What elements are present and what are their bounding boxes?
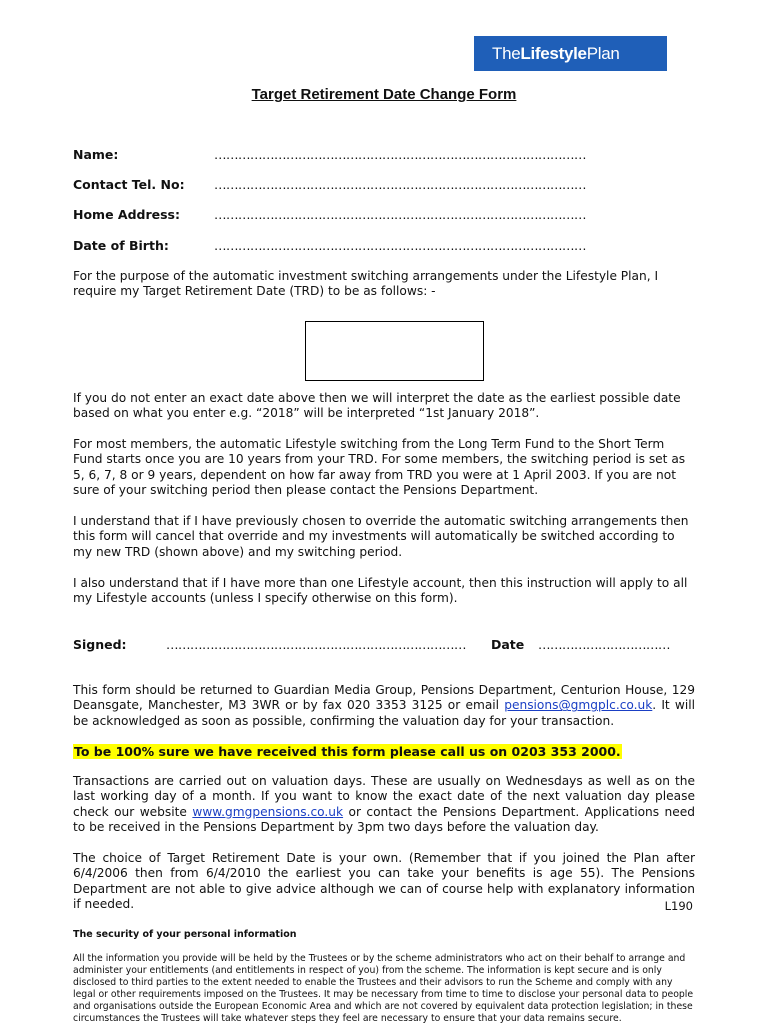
date-label: Date (491, 637, 525, 652)
pensions-email-link[interactable]: pensions@gmgplc.co.uk (504, 698, 653, 713)
return-address-text: This form should be returned to Guardian Media Group, Pensions Department, Centurion House, 129 Deansgate, Manchester, M3 3WR or by fax 020 3353 3125 or email (73, 683, 695, 713)
date-of-birth-label: Date of Birth: (73, 238, 169, 253)
valuation-days-paragraph (73, 774, 695, 836)
form-reference: L190 (664, 899, 693, 913)
logo-suffix: Plan (586, 43, 620, 63)
logo-prefix: The (492, 43, 521, 63)
gmg-pensions-website-link[interactable]: www.gmgpensions.co.uk (192, 804, 344, 819)
signature-field[interactable]: ………………………………………………………………… (166, 637, 466, 652)
trd-intro-paragraph: For the purpose of the automatic investment switching arrangements under the Lifestyle Plan, I require my Target Retirement Date (TRD) to be as follows: - (73, 269, 659, 299)
signed-label: Signed: (73, 637, 127, 652)
name-field[interactable]: ………………………………………………………………………………… (214, 147, 586, 162)
date-interpretation-paragraph: If you do not enter an exact date above then we will interpret the date as the earliest possible date based on what you enter e.g. “2018” will be interpreted “1st January 2018”. (73, 391, 681, 421)
form-title: Target Retirement Date Change Form (251, 86, 517, 103)
acknowledgement-text: . It will be acknowledged as soon as possible, confirming the valuation day for your transaction. (73, 698, 696, 728)
logo-bold: Lifestyle (520, 43, 587, 63)
override-paragraph: I understand that if I have previously chosen to override the automatic switching arrangements then this form will cancel that override and my investments will automatically be switched according to my new TRD (shown above) and my switching period. (73, 514, 689, 559)
switching-period-paragraph: For most members, the automatic Lifestyle switching from the Long Term Fund to the Short Term Fund starts once you are 10 years from your TRD. For some members, the switching period is set as 5, 6, 7, 8 or 9 years, dependent on how far away from TRD you were at 1 April 2003. If you are not sure of your switching period then please contact the Pensions Department. (73, 437, 686, 498)
home-address-field[interactable]: ………………………………………………………………………………… (214, 207, 586, 222)
lifestyle-plan-logo (474, 36, 667, 71)
home-address-label: Home Address: (73, 207, 180, 222)
security-section-body: All the information you provide will be held by the Trustees or by the scheme administrators who act on their behalf to arrange and administer your entitlements (and entitlements in respect of you) from the scheme. The information is kept secure and is only disclosed to third parties to the extent needed to enable the Trustees and their advisors to run the Scheme and comply with any legal or other requirements imposed on the Trustees. It may be necessary from time to time to disclose your personal data to people and organisations outside the European Economic Area and which are not covered by equivalent data protection legislation; in these circumstances the Trustees will take whatever steps they feel are necessary to ensure that your data remains secure. (73, 953, 694, 1024)
multiple-accounts-paragraph: I also understand that if I have more than one Lifestyle account, then this instruction will apply to all my Lifestyle accounts (unless I specify otherwise on this form). (73, 576, 688, 606)
contact-tel-label: Contact Tel. No: (73, 177, 185, 192)
date-field[interactable]: …………………………… (538, 637, 670, 652)
trd-entry-box[interactable] (305, 321, 484, 381)
security-section-title: The security of your personal information (73, 929, 297, 940)
confirmation-call-notice: To be 100% sure we have received this form please call us on 0203 353 2000. (74, 744, 621, 759)
trd-choice-paragraph: The choice of Target Retirement Date is your own. (Remember that if you joined the Plan after 6/4/2006 then from 6/4/2010 the earliest you can take your benefits is age 55). The Pensions Department are not able to give advice although we can of course help with explanatory information if needed. (73, 851, 695, 912)
valuation-days-text: Transactions are carried out on valuation days. These are usually on Wednesdays as well as on the last working day of a month. If you want to know the exact date of the next valuation day please check our website (73, 774, 695, 819)
return-address-paragraph (73, 683, 695, 729)
applications-deadline-text: or contact the Pensions Department. Applications need to be received in the Pensions Department by 3pm two days before the valuation day. (73, 804, 696, 835)
contact-tel-field[interactable]: ………………………………………………………………………………… (214, 177, 586, 192)
name-label: Name: (73, 147, 119, 162)
date-of-birth-field[interactable]: ………………………………………………………………………………… (214, 238, 586, 253)
